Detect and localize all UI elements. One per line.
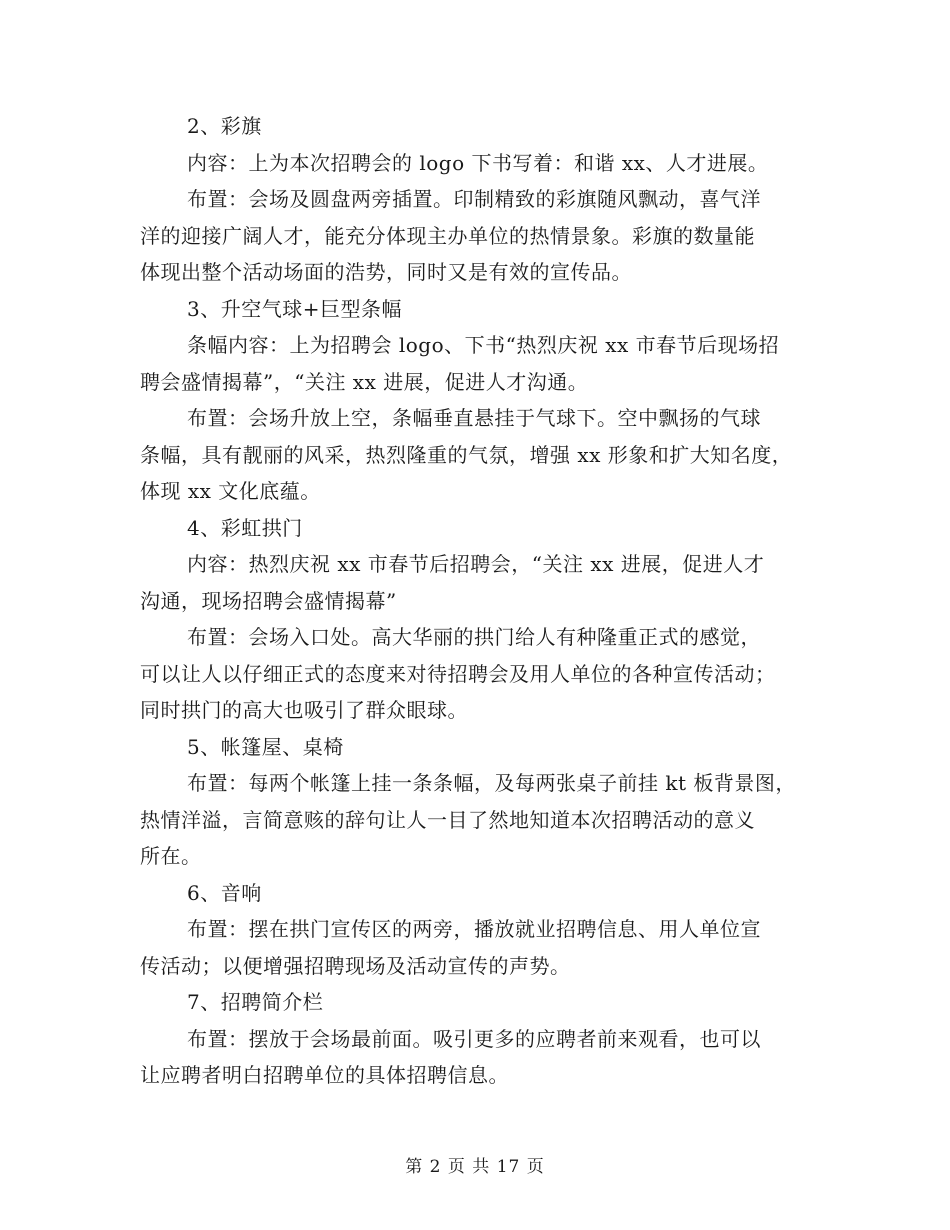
text-line: 让应聘者明白招聘单位的具体招聘信息。 <box>140 1063 509 1087</box>
text-line: 传活动；以便增强招聘现场及活动宣传的声势。 <box>140 953 571 978</box>
text-line: 布置：会场升放上空，条幅垂直悬挂于气球下。空中飘扬的气球 <box>187 406 761 430</box>
text-line: 热情洋溢，言简意赅的辞句让人一目了然地知道本次招聘活动的意义 <box>140 807 755 832</box>
text-line: 6、音响 <box>187 880 262 905</box>
text-line: 布置：会场及圆盘两旁插置。印制精致的彩旗随风飘动，喜气洋 <box>187 187 761 211</box>
text-line: 2、彩旗 <box>187 114 262 138</box>
text-line: 条幅内容：上为招聘会 logo、下书“热烈庆祝 xx 市春节后现场招 <box>187 333 780 357</box>
text-line: 5、帐篷屋、桌椅 <box>187 734 344 759</box>
text-line: 沟通，现场招聘会盛情揭幕” <box>140 588 397 613</box>
text-line: 3、升空气球+巨型条幅 <box>187 296 402 321</box>
text-line: 洋的迎接广阔人才，能充分体现主办单位的热情景象。彩旗的数量能 <box>140 223 755 248</box>
text-line: 布置：会场入口处。高大华丽的拱门给人有种隆重正式的感觉， <box>187 625 761 649</box>
text-line: 聘会盛情揭幕”，“关注 xx 进展，促进人才沟通。 <box>140 369 589 394</box>
page-footer: 第 2 页 共 17 页 <box>405 1157 545 1177</box>
text-line: 所在。 <box>140 844 202 868</box>
text-line: 7、招聘简介栏 <box>187 990 324 1014</box>
text-line: 可以让人以仔细正式的态度来对待招聘会及用人单位的各种宣传活动； <box>140 661 776 686</box>
text-line: 内容：热烈庆祝 xx 市春节后招聘会，“关注 xx 进展，促进人才 <box>187 552 765 576</box>
text-line: 体现出整个活动场面的浩势，同时又是有效的宣传品。 <box>140 260 632 284</box>
text-line: 4、彩虹拱门 <box>187 515 303 540</box>
text-line: 体现 xx 文化底蕴。 <box>140 479 321 503</box>
text-line: 内容：上为本次招聘会的 logo 下书写着：和谐 xx、人才进展。 <box>187 150 769 175</box>
text-line: 条幅，具有靓丽的风采，热烈隆重的气氛，增强 xx 形象和扩大知名度， <box>140 442 793 467</box>
text-line: 布置：摆放于会场最前面。吸引更多的应聘者前来观看，也可以 <box>187 1026 761 1051</box>
text-line: 布置：每两个帐篷上挂一条条幅，及每两张桌子前挂 kt 板背景图， <box>187 771 796 795</box>
text-line: 布置：摆在拱门宣传区的两旁，播放就业招聘信息、用人单位宣 <box>187 917 761 941</box>
text-line: 同时拱门的高大也吸引了群众眼球。 <box>140 698 468 722</box>
document-body <box>140 108 820 1094</box>
